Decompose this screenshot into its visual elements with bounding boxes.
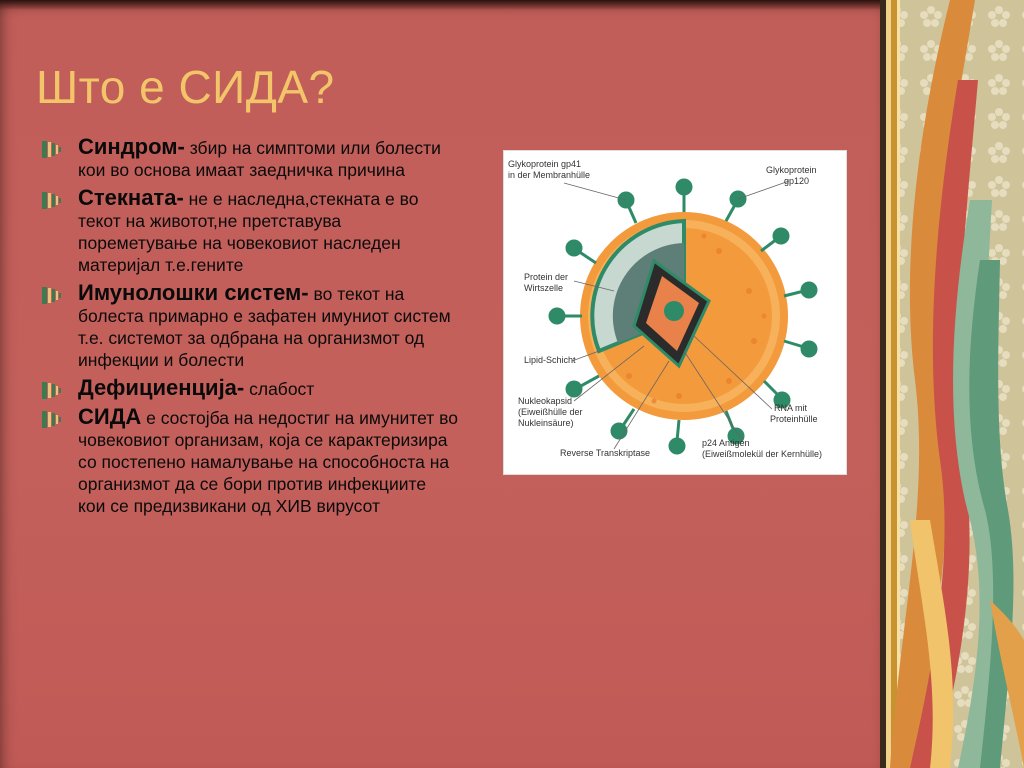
bullet-item-aids xyxy=(40,406,458,517)
label-rna-line1: RNA mit xyxy=(774,403,808,413)
decorative-side-panel xyxy=(880,0,1024,768)
label-gp120-line1: Glykoprotein xyxy=(766,165,817,175)
striped-bullet-icon xyxy=(42,141,62,158)
floral-pattern-decoration xyxy=(880,0,1024,768)
bullet-text: слабост xyxy=(244,379,315,399)
bullet-text: е состојба на недостиг на имунитет во човековиот организам, која се карактеризира со постепено намалување на способноста на организмот да се бори против инфекциите кои се предизвикани од ХИВ вирусот xyxy=(78,408,458,516)
label-reverse-transcriptase: Reverse Transkriptase xyxy=(560,448,651,458)
label-p24-line1: p24 Antigen xyxy=(702,438,750,448)
bullet-text: во текот на болеста примарно е зафатен имуниот систем т.е. системот за одбрана на организмот од инфекции и болести xyxy=(78,284,451,370)
bullet-term: Синдром- xyxy=(78,134,185,159)
label-host-protein-line1: Protein der xyxy=(524,272,569,282)
label-rna-line2: Proteinhülle xyxy=(770,414,818,424)
bullet-item-acquired xyxy=(40,187,458,276)
striped-bullet-icon xyxy=(42,287,62,304)
label-nucleocapsid-line3: Nukleinsäure) xyxy=(518,418,574,428)
bullet-item-syndrome xyxy=(40,136,458,181)
label-gp41-line2: in der Membranhülle xyxy=(508,170,591,180)
label-nucleocapsid-line2: (Eiweißhülle der xyxy=(518,407,583,417)
bullet-text: збир на симптоми или болести кои во основа имаат заедничка причина xyxy=(78,138,441,180)
striped-bullet-icon xyxy=(42,382,62,399)
slide-title: Што е СИДА? xyxy=(36,61,335,113)
bullet-term: Дефициенција- xyxy=(78,375,245,400)
label-gp41-line1: Glykoprotein gp41 xyxy=(508,159,582,169)
bullet-term: Стекната- xyxy=(78,185,184,210)
label-host-protein-line2: Wirtszelle xyxy=(524,283,564,293)
hiv-virus-diagram xyxy=(503,150,847,475)
bullet-term: Имунолошки систем- xyxy=(78,280,309,305)
label-lipid: Lipid-Schicht xyxy=(524,355,576,365)
label-gp120-line2: gp120 xyxy=(784,176,810,186)
striped-bullet-icon xyxy=(42,411,62,428)
striped-bullet-icon xyxy=(42,192,62,209)
top-edge-shadow xyxy=(0,0,880,10)
label-p24-line2: (Eiweißmolekül der Kernhülle) xyxy=(702,449,823,459)
bullet-list xyxy=(40,136,458,523)
bullet-item-immune-system xyxy=(40,282,458,371)
bullet-item-deficiency xyxy=(40,377,458,400)
hiv-virus-illustration xyxy=(504,151,846,474)
bullet-text: не е наследна,стекната е во текот на животот,не претставува пореметување на човековиот наследен материјал т.е.гените xyxy=(78,189,419,275)
label-nucleocapsid-line1: Nukleokapsid xyxy=(518,396,573,406)
bullet-term: СИДА xyxy=(78,404,142,429)
